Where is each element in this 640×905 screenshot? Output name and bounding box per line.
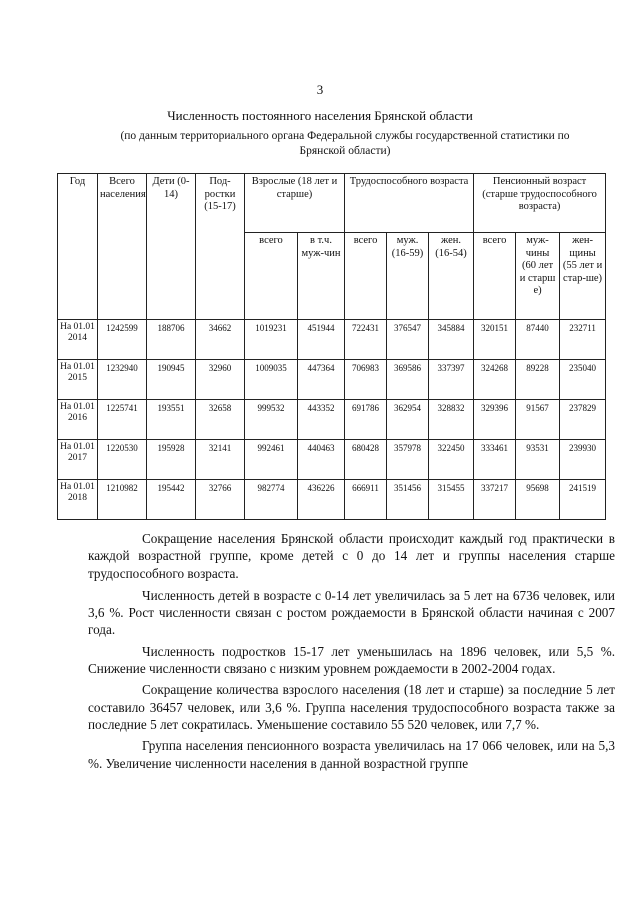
- document-subtitle: (по данным территориального органа Федеральной службы государственной статистики по Брянской области): [120, 130, 570, 157]
- cell-value: 436226: [298, 480, 345, 520]
- cell-value: 362954: [387, 400, 429, 440]
- cell-value: 237829: [560, 400, 606, 440]
- col-header-pension-men: муж-чины (60 лет и старш е): [516, 233, 560, 320]
- cell-value: 239930: [560, 440, 606, 480]
- table-row: [58, 480, 606, 520]
- cell-value: 95698: [516, 480, 560, 520]
- cell-value: 195928: [147, 440, 196, 480]
- cell-value: 188706: [147, 320, 196, 360]
- col-header-children: Дети (0-14): [147, 174, 196, 320]
- body-text: [88, 530, 615, 776]
- cell-value: 447364: [298, 360, 345, 400]
- col-header-adults: Взрослые (18 лет и старше): [245, 174, 345, 233]
- cell-value: 235040: [560, 360, 606, 400]
- cell-value: 376547: [387, 320, 429, 360]
- cell-value: 190945: [147, 360, 196, 400]
- table-header-row: [58, 174, 606, 233]
- population-table: [57, 173, 606, 520]
- cell-value: 333461: [474, 440, 516, 480]
- cell-value: 93531: [516, 440, 560, 480]
- col-header-pension-women: жен-щины (55 лет и стар-ше): [560, 233, 606, 320]
- cell-value: 32960: [196, 360, 245, 400]
- cell-value: 691786: [345, 400, 387, 440]
- cell-value: 999532: [245, 400, 298, 440]
- page-number: 3: [316, 82, 324, 97]
- col-header-working-women: жен. (16-54): [429, 233, 474, 320]
- table-row: [58, 320, 606, 360]
- paragraph: Сокращение количества взрослого населения (18 лет и старше) за последние 5 лет составило 36457 человек, или 3,6 %. Группа населения трудоспособного возраста также за последние 5 лет сократилась. Уменьшение составило 55 520 человек, или 7,7 %.: [88, 682, 615, 732]
- col-header-working-men: муж. (16-59): [387, 233, 429, 320]
- cell-value: 329396: [474, 400, 516, 440]
- cell-value: 357978: [387, 440, 429, 480]
- cell-value: 1225741: [98, 400, 147, 440]
- table-row: [58, 440, 606, 480]
- col-header-working-all: всего: [345, 233, 387, 320]
- cell-value: 1019231: [245, 320, 298, 360]
- table-row: [58, 360, 606, 400]
- cell-value: 451944: [298, 320, 345, 360]
- cell-value: 193551: [147, 400, 196, 440]
- paragraph: Группа населения пенсионного возраста увеличилась на 17 066 человек, или на 5,3 %. Увеличение численности населения в данной возрастной группе: [88, 738, 615, 771]
- paragraph: Численность подростков 15-17 лет уменьшилась на 1896 человек, или 5,5 %. Снижение численности связано с низким уровнем рождаемости в 2002-2004 годах.: [88, 643, 615, 677]
- cell-value: 34662: [196, 320, 245, 360]
- cell-value: 241519: [560, 480, 606, 520]
- cell-value: 1210982: [98, 480, 147, 520]
- cell-year: На 01.01 2017: [58, 440, 98, 480]
- cell-value: 91567: [516, 400, 560, 440]
- cell-value: 320151: [474, 320, 516, 360]
- cell-value: 369586: [387, 360, 429, 400]
- cell-value: 345884: [429, 320, 474, 360]
- cell-value: 89228: [516, 360, 560, 400]
- cell-value: 337397: [429, 360, 474, 400]
- cell-value: 32141: [196, 440, 245, 480]
- paragraph: Сокращение населения Брянской области происходит каждый год практически в каждой возрастной группе, кроме детей с 0 до 14 лет и группы населения старше трудоспособного возраста.: [88, 531, 615, 581]
- cell-value: 337217: [474, 480, 516, 520]
- col-header-total: Всего населения: [98, 174, 147, 320]
- cell-value: 1242599: [98, 320, 147, 360]
- cell-value: 32658: [196, 400, 245, 440]
- cell-value: 722431: [345, 320, 387, 360]
- cell-value: 87440: [516, 320, 560, 360]
- paragraph: Численность детей в возрасте с 0-14 лет увеличилась за 5 лет на 6736 человек, или 3,6 %. Рост численности связан с ростом рождаемости в Брянской области начиная с 2007 года.: [88, 587, 615, 638]
- col-header-pension-age: Пенсионный возраст (старше трудоспособного возраста): [474, 174, 606, 233]
- cell-value: 680428: [345, 440, 387, 480]
- cell-value: 32766: [196, 480, 245, 520]
- document-title: Численность постоянного населения Брянской области: [167, 108, 473, 123]
- cell-value: 443352: [298, 400, 345, 440]
- cell-value: 1220530: [98, 440, 147, 480]
- cell-value: 666911: [345, 480, 387, 520]
- cell-value: 706983: [345, 360, 387, 400]
- cell-year: На 01.01 2014: [58, 320, 98, 360]
- cell-value: 992461: [245, 440, 298, 480]
- cell-value: 982774: [245, 480, 298, 520]
- cell-value: 315455: [429, 480, 474, 520]
- col-header-year: Год: [58, 174, 98, 320]
- col-header-working-age: Трудоспособного возраста: [345, 174, 474, 233]
- cell-value: 324268: [474, 360, 516, 400]
- table-row: [58, 400, 606, 440]
- cell-value: 328832: [429, 400, 474, 440]
- col-header-adults-men: в т.ч. муж-чин: [298, 233, 345, 320]
- cell-value: 351456: [387, 480, 429, 520]
- cell-year: На 01.01 2018: [58, 480, 98, 520]
- cell-year: На 01.01 2016: [58, 400, 98, 440]
- cell-value: 1009035: [245, 360, 298, 400]
- col-header-adults-all: всего: [245, 233, 298, 320]
- cell-value: 195442: [147, 480, 196, 520]
- cell-value: 322450: [429, 440, 474, 480]
- cell-year: На 01.01 2015: [58, 360, 98, 400]
- cell-value: 440463: [298, 440, 345, 480]
- col-header-pension-all: всего: [474, 233, 516, 320]
- cell-value: 232711: [560, 320, 606, 360]
- cell-value: 1232940: [98, 360, 147, 400]
- col-header-teens: Под-ростки (15-17): [196, 174, 245, 320]
